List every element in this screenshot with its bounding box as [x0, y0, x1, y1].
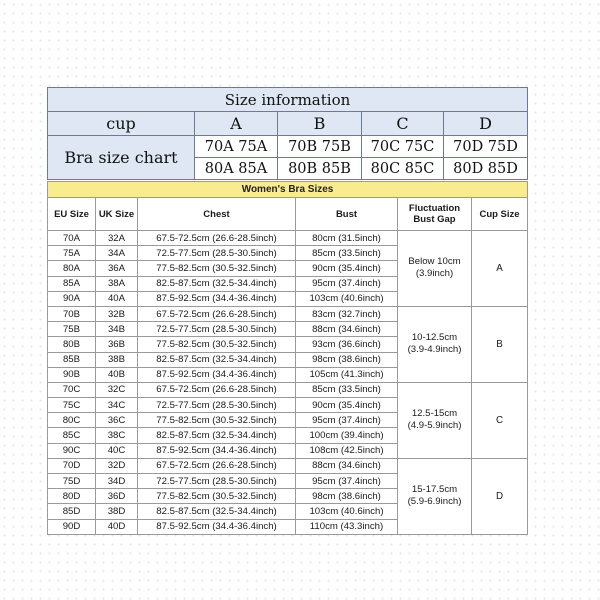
table-row — [48, 458, 528, 473]
chest-cell: 77.5-82.5cm (30.5-32.5inch) — [138, 489, 296, 504]
cup-letter-b: B — [278, 112, 362, 136]
fluctuation-cell — [398, 382, 472, 458]
bra-table-body — [48, 231, 528, 535]
chest-cell: 67.5-72.5cm (26.6-28.5inch) — [138, 231, 296, 246]
uk-size-cell: 34D — [96, 474, 138, 489]
bust-cell: 98cm (38.6inch) — [296, 489, 398, 504]
bust-cell: 105cm (41.3inch) — [296, 367, 398, 382]
header-uk-size: UK Size — [96, 198, 138, 231]
eu-size-cell: 80B — [48, 337, 96, 352]
chest-cell: 87.5-92.5cm (34.4-36.4inch) — [138, 519, 296, 534]
chest-cell: 82.5-87.5cm (32.5-34.4inch) — [138, 504, 296, 519]
chest-cell: 87.5-92.5cm (34.4-36.4inch) — [138, 291, 296, 306]
bust-cell: 88cm (34.6inch) — [296, 458, 398, 473]
cup-d-sizes-row2: 80D 85D — [444, 158, 528, 180]
cup-letter-a: A — [195, 112, 278, 136]
uk-size-cell: 36D — [96, 489, 138, 504]
eu-size-cell: 80C — [48, 413, 96, 428]
chest-cell: 72.5-77.5cm (28.5-30.5inch) — [138, 474, 296, 489]
eu-size-cell: 80D — [48, 489, 96, 504]
cup-b-sizes-row1: 70B 75B — [278, 136, 362, 158]
chest-cell: 77.5-82.5cm (30.5-32.5inch) — [138, 337, 296, 352]
uk-size-cell: 34A — [96, 246, 138, 261]
uk-size-cell: 38C — [96, 428, 138, 443]
eu-size-cell: 70D — [48, 458, 96, 473]
cup-size-cell: C — [472, 382, 528, 458]
chest-cell: 72.5-77.5cm (28.5-30.5inch) — [138, 398, 296, 413]
cup-c-sizes-row1: 70C 75C — [362, 136, 444, 158]
uk-size-cell: 40C — [96, 443, 138, 458]
bust-cell: 88cm (34.6inch) — [296, 322, 398, 337]
eu-size-cell: 90D — [48, 519, 96, 534]
uk-size-cell: 32A — [96, 231, 138, 246]
fluctuation-inch: (3.9inch) — [415, 268, 454, 280]
womens-bra-sizes-table — [47, 181, 528, 535]
uk-size-cell: 32C — [96, 382, 138, 397]
eu-size-cell: 90C — [48, 443, 96, 458]
eu-size-cell: 85B — [48, 352, 96, 367]
bust-cell: 103cm (40.6inch) — [296, 504, 398, 519]
chest-cell: 82.5-87.5cm (32.5-34.4inch) — [138, 276, 296, 291]
eu-size-cell: 90B — [48, 367, 96, 382]
uk-size-cell: 32B — [96, 306, 138, 321]
bust-cell: 108cm (42.5inch) — [296, 443, 398, 458]
fluctuation-inch: (3.9-4.9inch) — [407, 344, 462, 356]
fluctuation-inch: (4.9-5.9inch) — [407, 420, 462, 432]
table-row — [48, 306, 528, 321]
header-cup-size: Cup Size — [472, 198, 528, 231]
chest-cell: 82.5-87.5cm (32.5-34.4inch) — [138, 352, 296, 367]
eu-size-cell: 70C — [48, 382, 96, 397]
eu-size-cell: 85C — [48, 428, 96, 443]
chest-cell: 87.5-92.5cm (34.4-36.4inch) — [138, 443, 296, 458]
eu-size-cell: 70A — [48, 231, 96, 246]
uk-size-cell: 38B — [96, 352, 138, 367]
bust-cell: 85cm (33.5inch) — [296, 246, 398, 261]
cup-b-sizes-row2: 80B 85B — [278, 158, 362, 180]
bust-cell: 95cm (37.4inch) — [296, 413, 398, 428]
chest-cell: 82.5-87.5cm (32.5-34.4inch) — [138, 428, 296, 443]
bust-cell: 95cm (37.4inch) — [296, 474, 398, 489]
cup-header-label: cup — [48, 112, 195, 136]
uk-size-cell: 34C — [96, 398, 138, 413]
chest-cell: 77.5-82.5cm (30.5-32.5inch) — [138, 261, 296, 276]
uk-size-cell: 38A — [96, 276, 138, 291]
fluctuation-cm: 10-12.5cm — [411, 331, 458, 343]
cup-letter-d: D — [444, 112, 528, 136]
bust-cell: 90cm (35.4inch) — [296, 261, 398, 276]
cup-size-cell: B — [472, 306, 528, 382]
eu-size-cell: 70B — [48, 306, 96, 321]
cup-size-cell: A — [472, 231, 528, 307]
bust-cell: 110cm (43.3inch) — [296, 519, 398, 534]
chest-cell: 67.5-72.5cm (26.6-28.5inch) — [138, 382, 296, 397]
eu-size-cell: 85A — [48, 276, 96, 291]
bust-cell: 98cm (38.6inch) — [296, 352, 398, 367]
chest-cell: 67.5-72.5cm (26.6-28.5inch) — [138, 458, 296, 473]
bust-cell: 93cm (36.6inch) — [296, 337, 398, 352]
bra-size-chart-label: Bra size chart — [48, 136, 195, 180]
header-bust: Bust — [296, 198, 398, 231]
eu-size-cell: 75B — [48, 322, 96, 337]
uk-size-cell: 40B — [96, 367, 138, 382]
uk-size-cell: 40A — [96, 291, 138, 306]
fluctuation-cm: Below 10cm — [408, 255, 461, 267]
chest-cell: 72.5-77.5cm (28.5-30.5inch) — [138, 322, 296, 337]
cup-size-cell: D — [472, 458, 528, 534]
fluctuation-cm: 12.5-15cm — [411, 407, 458, 419]
eu-size-cell: 85D — [48, 504, 96, 519]
header-chest: Chest — [138, 198, 296, 231]
cup-letter-c: C — [362, 112, 444, 136]
eu-size-cell: 80A — [48, 261, 96, 276]
bust-cell: 95cm (37.4inch) — [296, 276, 398, 291]
size-information-table — [47, 87, 528, 180]
bust-cell: 85cm (33.5inch) — [296, 382, 398, 397]
bust-cell: 100cm (39.4inch) — [296, 428, 398, 443]
uk-size-cell: 36B — [96, 337, 138, 352]
uk-size-cell: 32D — [96, 458, 138, 473]
chest-cell: 72.5-77.5cm (28.5-30.5inch) — [138, 246, 296, 261]
uk-size-cell: 34B — [96, 322, 138, 337]
fluctuation-inch: (5.9-6.9inch) — [407, 496, 462, 508]
fluctuation-cell — [398, 306, 472, 382]
cup-c-sizes-row2: 80C 85C — [362, 158, 444, 180]
uk-size-cell: 40D — [96, 519, 138, 534]
cup-a-sizes-row2: 80A 85A — [195, 158, 278, 180]
eu-size-cell: 75C — [48, 398, 96, 413]
bust-cell: 103cm (40.6inch) — [296, 291, 398, 306]
chest-cell: 77.5-82.5cm (30.5-32.5inch) — [138, 413, 296, 428]
chest-cell: 87.5-92.5cm (34.4-36.4inch) — [138, 367, 296, 382]
bust-cell: 80cm (31.5inch) — [296, 231, 398, 246]
eu-size-cell: 90A — [48, 291, 96, 306]
eu-size-cell: 75A — [48, 246, 96, 261]
uk-size-cell: 36A — [96, 261, 138, 276]
table-row — [48, 231, 528, 246]
fluctuation-cell — [398, 458, 472, 534]
cup-d-sizes-row1: 70D 75D — [444, 136, 528, 158]
uk-size-cell: 38D — [96, 504, 138, 519]
size-information-title: Size information — [48, 88, 528, 112]
uk-size-cell: 36C — [96, 413, 138, 428]
header-fluctuation: Fluctuation Bust Gap — [398, 198, 472, 231]
fluctuation-cell — [398, 231, 472, 307]
eu-size-cell: 75D — [48, 474, 96, 489]
bust-cell: 90cm (35.4inch) — [296, 398, 398, 413]
header-eu-size: EU Size — [48, 198, 96, 231]
fluctuation-cm: 15-17.5cm — [411, 483, 458, 495]
bra-table-title: Women's Bra Sizes — [48, 182, 528, 198]
table-row — [48, 382, 528, 397]
bust-cell: 83cm (32.7inch) — [296, 306, 398, 321]
cup-a-sizes-row1: 70A 75A — [195, 136, 278, 158]
chest-cell: 67.5-72.5cm (26.6-28.5inch) — [138, 306, 296, 321]
